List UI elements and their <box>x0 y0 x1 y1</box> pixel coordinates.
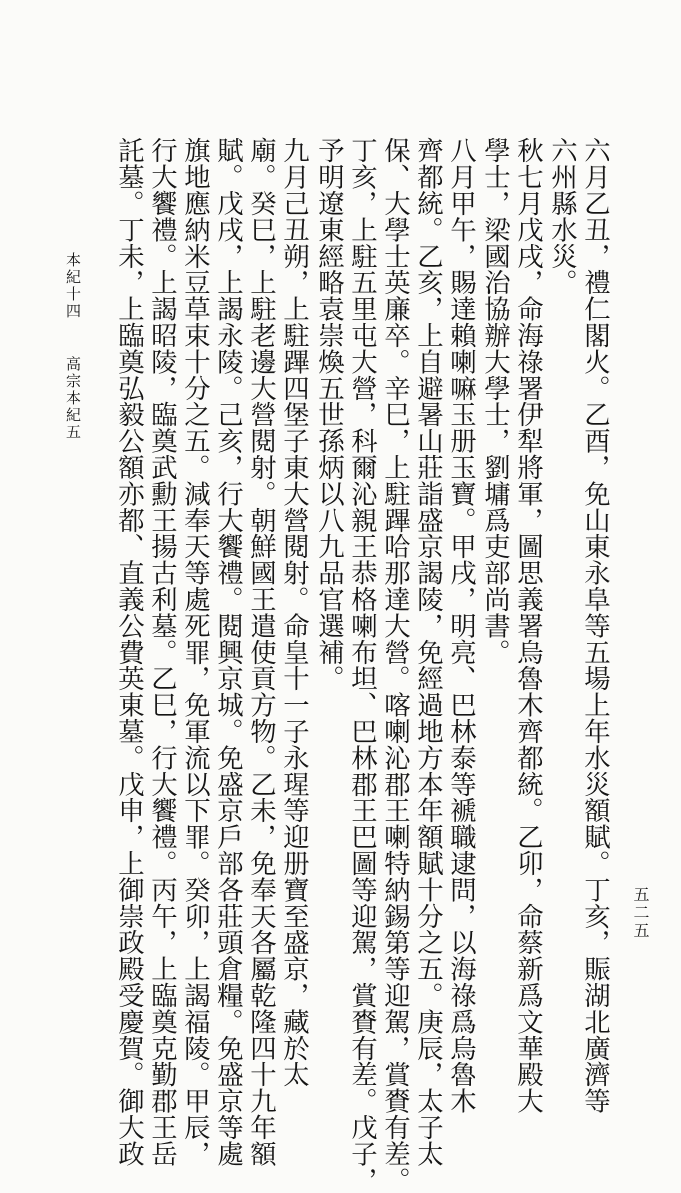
running-header-title: 高宗本紀五 <box>64 356 82 441</box>
text-column-1: 六月乙丑，禮仁閣火。乙酉，免山東永阜等五場上年水災額賦。丁亥，賑湖北廣濟等 <box>579 137 611 1114</box>
text-column-5: 八月甲午，賜達賴喇嘛玉册玉寶。甲戌，明亮、巴林泰等褫職逮問，以海祿爲烏魯木 <box>445 137 477 1114</box>
text-column-14: 行大饗禮。上謁昭陵，臨奠武勳王揚古利墓。乙巳，行大饗禮。丙午，上臨奠克勤郡王岳 <box>146 137 178 1167</box>
text-column-7: 保、大學士英廉卒。辛巳，上駐蹕哈那達大營。喀喇沁郡王喇特納錫第等迎駕，賞賚有差。 <box>379 137 411 1193</box>
text-column-15: 託墓。丁未，上臨奠弘毅公額亦都、直義公費英東墓。戊申，上御崇政殿受慶賀。御大政 <box>113 137 145 1167</box>
text-column-8: 丁亥，上駐五里屯大營，科爾沁親王恭格喇布坦、巴林郡王巴圖等迎駕，賞賚有差。戊子， <box>346 137 378 1193</box>
text-column-2: 六州縣水災。 <box>546 137 578 296</box>
running-header-chapter: 本紀十四 <box>64 252 82 320</box>
text-column-3: 秋七月戊戌，命海祿署伊犁將軍，圖思義署烏魯木齊都統。乙卯，命蔡新爲文華殿大 <box>512 137 544 1114</box>
page-number: 五二五 <box>631 886 650 940</box>
text-column-12: 賦。戊戌，上謁永陵。己亥，行大饗禮。閱興京城。免盛京戶部各莊頭倉糧。免盛京等處 <box>212 137 244 1167</box>
text-column-10: 九月己丑朔，上駐蹕四堡子東大營閱射。命皇十一子永瑆等迎册寶至盛京，藏於太 <box>278 137 310 1088</box>
text-column-11: 廟。癸巳，上駐老邊大營閱射。朝鮮國王遣使貢方物。乙未，免奉天各屬乾隆四十九年額 <box>245 137 277 1167</box>
text-column-9: 予明遼東經略袁崇煥五世孫炳以八九品官選補。 <box>313 137 345 692</box>
text-column-4: 學士，梁國治協辦大學士，劉墉爲吏部尚書。 <box>479 137 511 665</box>
text-column-6: 齊都統。乙亥，上自避暑山莊詣盛京謁陵，免經過地方本年額賦十分之五。庚辰，太子太 <box>412 137 444 1167</box>
text-column-13: 旗地應納米豆草束十分之五。減奉天等處死罪，免軍流以下罪。癸卯，上謁福陵。甲辰， <box>179 137 211 1167</box>
